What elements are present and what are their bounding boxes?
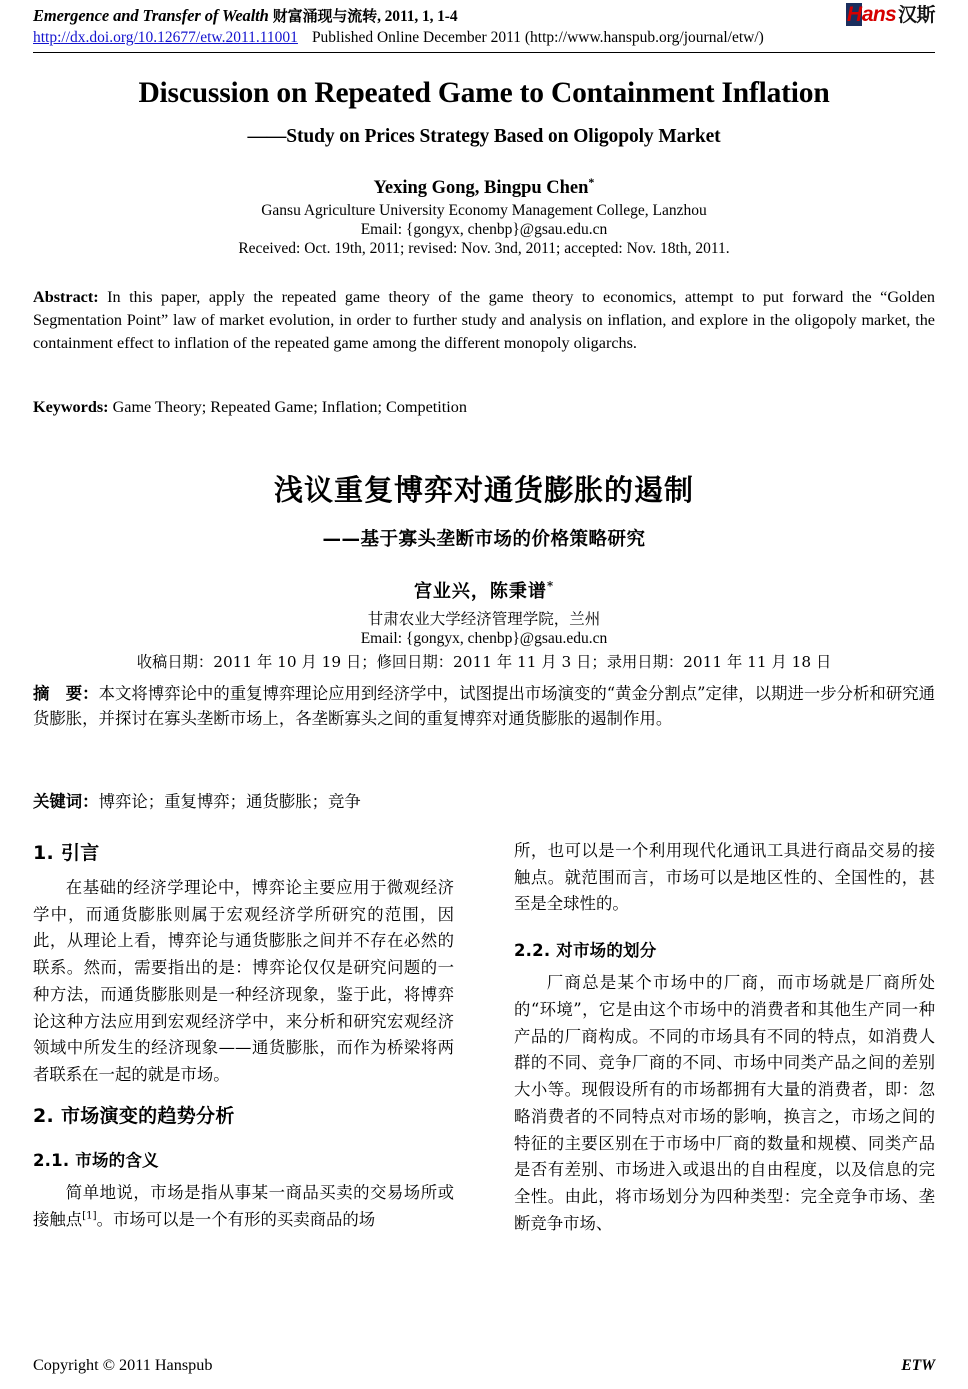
author-email: Email: {gongyx, chenbp}@gsau.edu.cn bbox=[360, 220, 608, 238]
section-heading-1: 1. 引言 bbox=[33, 842, 100, 864]
chinese-paper-subtitle: ——基于寡头垄断市场的价格策略研究 bbox=[322, 529, 646, 550]
section-spacer bbox=[33, 1089, 454, 1101]
chinese-keywords-label: 关键词： bbox=[33, 792, 99, 811]
chinese-abstract-label: 摘 要： bbox=[33, 684, 99, 703]
running-head bbox=[33, 5, 935, 47]
chinese-corresponding-author-mark: * bbox=[546, 579, 555, 593]
page-footer bbox=[33, 1356, 935, 1375]
logo-hans-cn-text: 汉斯 bbox=[897, 4, 935, 26]
running-head-bottom-row bbox=[33, 29, 935, 47]
hans-publisher-logo bbox=[845, 4, 935, 25]
chinese-abstract-section bbox=[33, 682, 935, 732]
chinese-submission-dates: 收稿日期：2011 年 10 月 19 日；修回日期：2011 年 11 月 3 日；录用日期：2011 年 11 月 18 日 bbox=[136, 653, 832, 671]
author-affiliation: Gansu Agriculture University Economy Management College, Lanzhou bbox=[261, 201, 707, 219]
copyright-notice: Copyright © 2011 Hanspub bbox=[33, 1356, 213, 1374]
section-2-1-paragraph-1-pre: 简单地说，市场是指从事某一商品买卖的交易场所或接触点 bbox=[33, 1182, 454, 1229]
running-head-top-row bbox=[33, 5, 935, 27]
submission-dates: Received: Oct. 19th, 2011; revised: Nov. 3nd, 2011; accepted: Nov. 18th, 2011. bbox=[238, 239, 730, 257]
logo-hans-text: Hans bbox=[846, 3, 896, 26]
keywords-text: Game Theory; Repeated Game; Inflation; Competition bbox=[108, 398, 467, 416]
chinese-page-title: 浅议重复博弈对通货膨胀的遏制 bbox=[273, 473, 694, 507]
keywords-section bbox=[33, 398, 935, 417]
publication-info: Published Online December 2011 (http://www.hanspub.org/journal/etw/) bbox=[311, 29, 764, 46]
abstract-text: In this paper, apply the repeated game theory of the game theory to economics, attempt to put forward the “Golden Segmentation Point” law of market evolution, in order to further study and analysis on inflation, and explore in the oligopoly market, the containment effect to inflation of the repeated game among the different monopoly oligarchs. bbox=[33, 288, 935, 352]
subsection-heading-2-1: 2.1. 市场的含义 bbox=[33, 1150, 159, 1170]
chinese-title-block bbox=[33, 468, 935, 672]
author-names-text: Yexing Gong, Bingpu Chen bbox=[373, 177, 589, 198]
chinese-author-email: Email: {gongyx, chenbp}@gsau.edu.cn bbox=[360, 630, 608, 647]
journal-name-en: Emergence and Transfer of Wealth bbox=[33, 6, 269, 25]
chinese-author-names-text: 宫业兴，陈秉谱 bbox=[413, 581, 547, 602]
chinese-author-names bbox=[33, 577, 935, 603]
left-column bbox=[33, 838, 454, 1338]
page-title: Discussion on Repeated Game to Containment Inflation bbox=[138, 77, 830, 109]
author-names bbox=[33, 175, 935, 199]
corresponding-author-mark: * bbox=[588, 174, 595, 189]
keywords-label: Keywords: bbox=[33, 398, 109, 416]
paper-subtitle: ——Study on Prices Strategy Based on Oligopoly Market bbox=[247, 125, 721, 147]
continued-paragraph: 所，也可以是一个利用现代化通讯工具进行商品交易的接触点。就范围而言，市场可以是地区性的、全国性的，甚至是全球性的。 bbox=[514, 841, 935, 914]
header-divider bbox=[33, 52, 935, 53]
chinese-author-affiliation: 甘肃农业大学经济管理学院，兰州 bbox=[367, 610, 601, 628]
chinese-keywords-section bbox=[33, 788, 935, 812]
citation-reference-1[interactable]: [1] bbox=[82, 1210, 97, 1222]
abstract-label: Abstract: bbox=[33, 288, 99, 306]
body-columns bbox=[33, 838, 935, 1338]
chinese-keywords-text: 博弈论；重复博弈；通货膨胀；竞争 bbox=[98, 792, 361, 811]
journal-name-cn: 财富涌现与流转 bbox=[272, 7, 378, 25]
section-2-2-paragraph-1: 厂商总是某个市场中的厂商，而市场就是厂商所处的“环境”，它是由这个市场中的消费者和其他生产同一种产品的厂商构成。不同的市场具有不同的特点，如消费人群的不同、竞争厂商的不同、市场中同类产品之间的差别大小等。现假设所有的市场都拥有大量的消费者，即：忽略消费者的不同特点对市场的影响，换言之，市场之间的特征的主要区别在于市场中厂商的数量和规模、同类产品是否有差别、市场进入或退出的自由程度，以及信息的完全性。由此，将市场划分为四种类型：完全竞争市场、垄断竞争市场、 bbox=[514, 973, 935, 1233]
section-heading-2: 2. 市场演变的趋势分析 bbox=[33, 1104, 235, 1127]
journal-abbreviation: ETW bbox=[901, 1357, 935, 1374]
doi-link[interactable]: http://dx.doi.org/10.12677/etw.2011.11001 bbox=[33, 29, 298, 46]
section-1-paragraph-1: 在基础的经济学理论中，博弈论主要应用于微观经济学中，而通货膨胀则属于宏观经济学所研究的范围，因此，从理论上看，博弈论与通货膨胀之间并不存在必然的联系。然而，需要指出的是：博弈论仅仅是研究问题的一种方法，而通货膨胀则是一种经济现象，鉴于此，将博弈论这种方法应用到宏观经济学中，来分析和研究宏观经济领域中所发生的经济现象——通货膨胀，而作为桥梁将两者联系在一起的就是市场。 bbox=[33, 878, 454, 1085]
journal-volume-info: , 2011, 1, 1-4 bbox=[377, 8, 458, 25]
right-column bbox=[514, 838, 935, 1338]
title-block bbox=[33, 76, 935, 258]
section-2-1-paragraph-1 bbox=[33, 1180, 454, 1233]
subsection-heading-2-2: 2.2. 对市场的划分 bbox=[514, 941, 657, 961]
section-2-1-paragraph-1-post: 。市场可以是一个有形的买卖商品的场 bbox=[96, 1209, 376, 1229]
chinese-abstract-text: 本文将博弈论中的重复博弈理论应用到经济学中，试图提出市场演变的“黄金分割点”定律，以期进一步分析和研究通货膨胀，并探讨在寡头垄断市场上，各垄断寡头之间的重复博弈对通货膨胀的遏制作用。 bbox=[33, 684, 935, 728]
abstract-section bbox=[33, 286, 935, 355]
journal-title bbox=[33, 5, 458, 26]
